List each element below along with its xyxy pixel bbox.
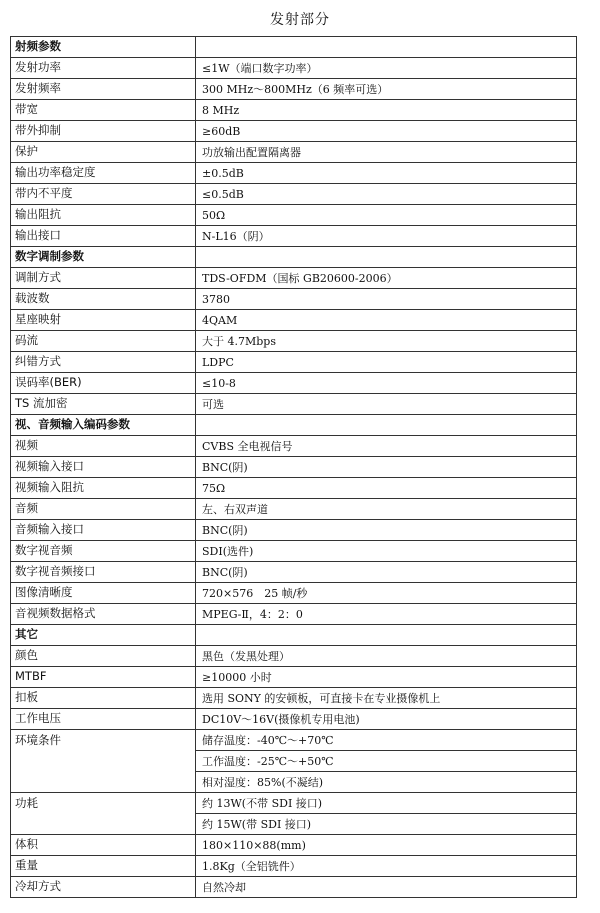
param-name: 视频输入阻抗 xyxy=(11,478,196,499)
param-value: MPEG-Ⅱ，4：2：0 xyxy=(196,604,577,625)
table-row xyxy=(11,79,577,100)
table-row xyxy=(11,709,577,730)
param-name: 码流 xyxy=(11,331,196,352)
param-value: 8 MHz xyxy=(196,100,577,121)
table-row xyxy=(11,793,577,814)
param-value: BNC(阴) xyxy=(196,457,577,478)
param-value: DC10V～16V(摄像机专用电池) xyxy=(196,709,577,730)
param-value: ±0.5dB xyxy=(196,163,577,184)
param-name: 误码率(BER) xyxy=(11,373,196,394)
table-row xyxy=(11,667,577,688)
param-value: 左、右双声道 xyxy=(196,499,577,520)
param-value: 180×110×88(mm) xyxy=(196,835,577,856)
param-name: 冷却方式 xyxy=(11,877,196,898)
table-row xyxy=(11,226,577,247)
param-value xyxy=(196,247,577,268)
param-name: 扣板 xyxy=(11,688,196,709)
table-row xyxy=(11,688,577,709)
param-value: 1.8Kg（全铝铣件） xyxy=(196,856,577,877)
param-name xyxy=(11,814,196,835)
table-row xyxy=(11,646,577,667)
param-value: 自然冷却 xyxy=(196,877,577,898)
param-name: 输出阻抗 xyxy=(11,205,196,226)
param-name: 带内不平度 xyxy=(11,184,196,205)
section-title: 数字调制参数 xyxy=(11,247,196,268)
param-name: 音频输入接口 xyxy=(11,520,196,541)
param-value: 选用 SONY 的安顿板，可直接卡在专业摄像机上 xyxy=(196,688,577,709)
param-value: TDS-OFDM（国标 GB20600-2006） xyxy=(196,268,577,289)
table-row xyxy=(11,751,577,772)
table-row xyxy=(11,835,577,856)
param-name: 重量 xyxy=(11,856,196,877)
param-name: 音视频数据格式 xyxy=(11,604,196,625)
param-value: 功放输出配置隔离器 xyxy=(196,142,577,163)
param-value xyxy=(196,37,577,58)
param-value: 4QAM xyxy=(196,310,577,331)
param-name: MTBF xyxy=(11,667,196,688)
param-value: 工作温度：-25℃～+50℃ xyxy=(196,751,577,772)
spec-table xyxy=(10,36,577,898)
param-value: 720×576 25 帧/秒 xyxy=(196,583,577,604)
param-value: 75Ω xyxy=(196,478,577,499)
table-row xyxy=(11,583,577,604)
param-value: ≤10-8 xyxy=(196,373,577,394)
param-value: 50Ω xyxy=(196,205,577,226)
table-row xyxy=(11,205,577,226)
table-row xyxy=(11,541,577,562)
table-row xyxy=(11,163,577,184)
param-name xyxy=(11,751,196,772)
param-value: 储存温度：-40℃～+70℃ xyxy=(196,730,577,751)
param-name: TS 流加密 xyxy=(11,394,196,415)
param-value: ≥60dB xyxy=(196,121,577,142)
table-row xyxy=(11,142,577,163)
param-value: 黑色（发黑处理） xyxy=(196,646,577,667)
param-value: N-L16（阴） xyxy=(196,226,577,247)
table-row xyxy=(11,877,577,898)
table-row xyxy=(11,814,577,835)
table-row xyxy=(11,100,577,121)
param-value: SDI(选件) xyxy=(196,541,577,562)
table-row xyxy=(11,268,577,289)
param-name: 载波数 xyxy=(11,289,196,310)
param-value: 相对湿度：85%(不凝结) xyxy=(196,772,577,793)
param-value: 3780 xyxy=(196,289,577,310)
table-row xyxy=(11,373,577,394)
table-row xyxy=(11,289,577,310)
param-name: 体积 xyxy=(11,835,196,856)
section-header-row xyxy=(11,415,577,436)
param-name: 纠错方式 xyxy=(11,352,196,373)
param-name: 星座映射 xyxy=(11,310,196,331)
param-name: 视频输入接口 xyxy=(11,457,196,478)
param-name: 视频 xyxy=(11,436,196,457)
section-title: 射频参数 xyxy=(11,37,196,58)
param-value: 大于 4.7Mbps xyxy=(196,331,577,352)
section-header-row xyxy=(11,37,577,58)
table-row xyxy=(11,394,577,415)
table-row xyxy=(11,58,577,79)
param-name: 保护 xyxy=(11,142,196,163)
param-value: ≤1W（端口数字功率） xyxy=(196,58,577,79)
table-row xyxy=(11,604,577,625)
param-value: ≤0.5dB xyxy=(196,184,577,205)
param-name: 输出功率稳定度 xyxy=(11,163,196,184)
param-name: 输出接口 xyxy=(11,226,196,247)
table-row xyxy=(11,310,577,331)
param-value: 约 13W(不带 SDI 接口) xyxy=(196,793,577,814)
param-value: ≥10000 小时 xyxy=(196,667,577,688)
param-name: 颜色 xyxy=(11,646,196,667)
param-value: LDPC xyxy=(196,352,577,373)
table-row xyxy=(11,520,577,541)
section-title: 其它 xyxy=(11,625,196,646)
param-name xyxy=(11,772,196,793)
param-name: 功耗 xyxy=(11,793,196,814)
param-name: 数字视音频 xyxy=(11,541,196,562)
param-name: 工作电压 xyxy=(11,709,196,730)
section-title: 视、音频输入编码参数 xyxy=(11,415,196,436)
table-row xyxy=(11,436,577,457)
spec-table-body xyxy=(11,37,577,898)
table-row xyxy=(11,772,577,793)
param-name: 数字视音频接口 xyxy=(11,562,196,583)
param-value xyxy=(196,625,577,646)
table-row xyxy=(11,184,577,205)
param-value: BNC(阴) xyxy=(196,520,577,541)
param-name: 带外抑制 xyxy=(11,121,196,142)
table-row xyxy=(11,478,577,499)
param-name: 发射频率 xyxy=(11,79,196,100)
param-value: CVBS 全电视信号 xyxy=(196,436,577,457)
param-value xyxy=(196,415,577,436)
param-name: 环境条件 xyxy=(11,730,196,751)
table-row xyxy=(11,856,577,877)
table-row xyxy=(11,121,577,142)
table-row xyxy=(11,730,577,751)
param-name: 发射功率 xyxy=(11,58,196,79)
section-header-row xyxy=(11,625,577,646)
param-name: 调制方式 xyxy=(11,268,196,289)
table-row xyxy=(11,331,577,352)
param-name: 图像清晰度 xyxy=(11,583,196,604)
param-name: 音频 xyxy=(11,499,196,520)
param-name: 带宽 xyxy=(11,100,196,121)
param-value: 300 MHz～800MHz（6 频率可选） xyxy=(196,79,577,100)
section-header-row xyxy=(11,247,577,268)
table-row xyxy=(11,457,577,478)
param-value: 约 15W(带 SDI 接口) xyxy=(196,814,577,835)
table-row xyxy=(11,562,577,583)
table-row xyxy=(11,499,577,520)
page-title: 发射部分 xyxy=(270,12,330,28)
table-row xyxy=(11,352,577,373)
param-value: BNC(阴) xyxy=(196,562,577,583)
param-value: 可选 xyxy=(196,394,577,415)
